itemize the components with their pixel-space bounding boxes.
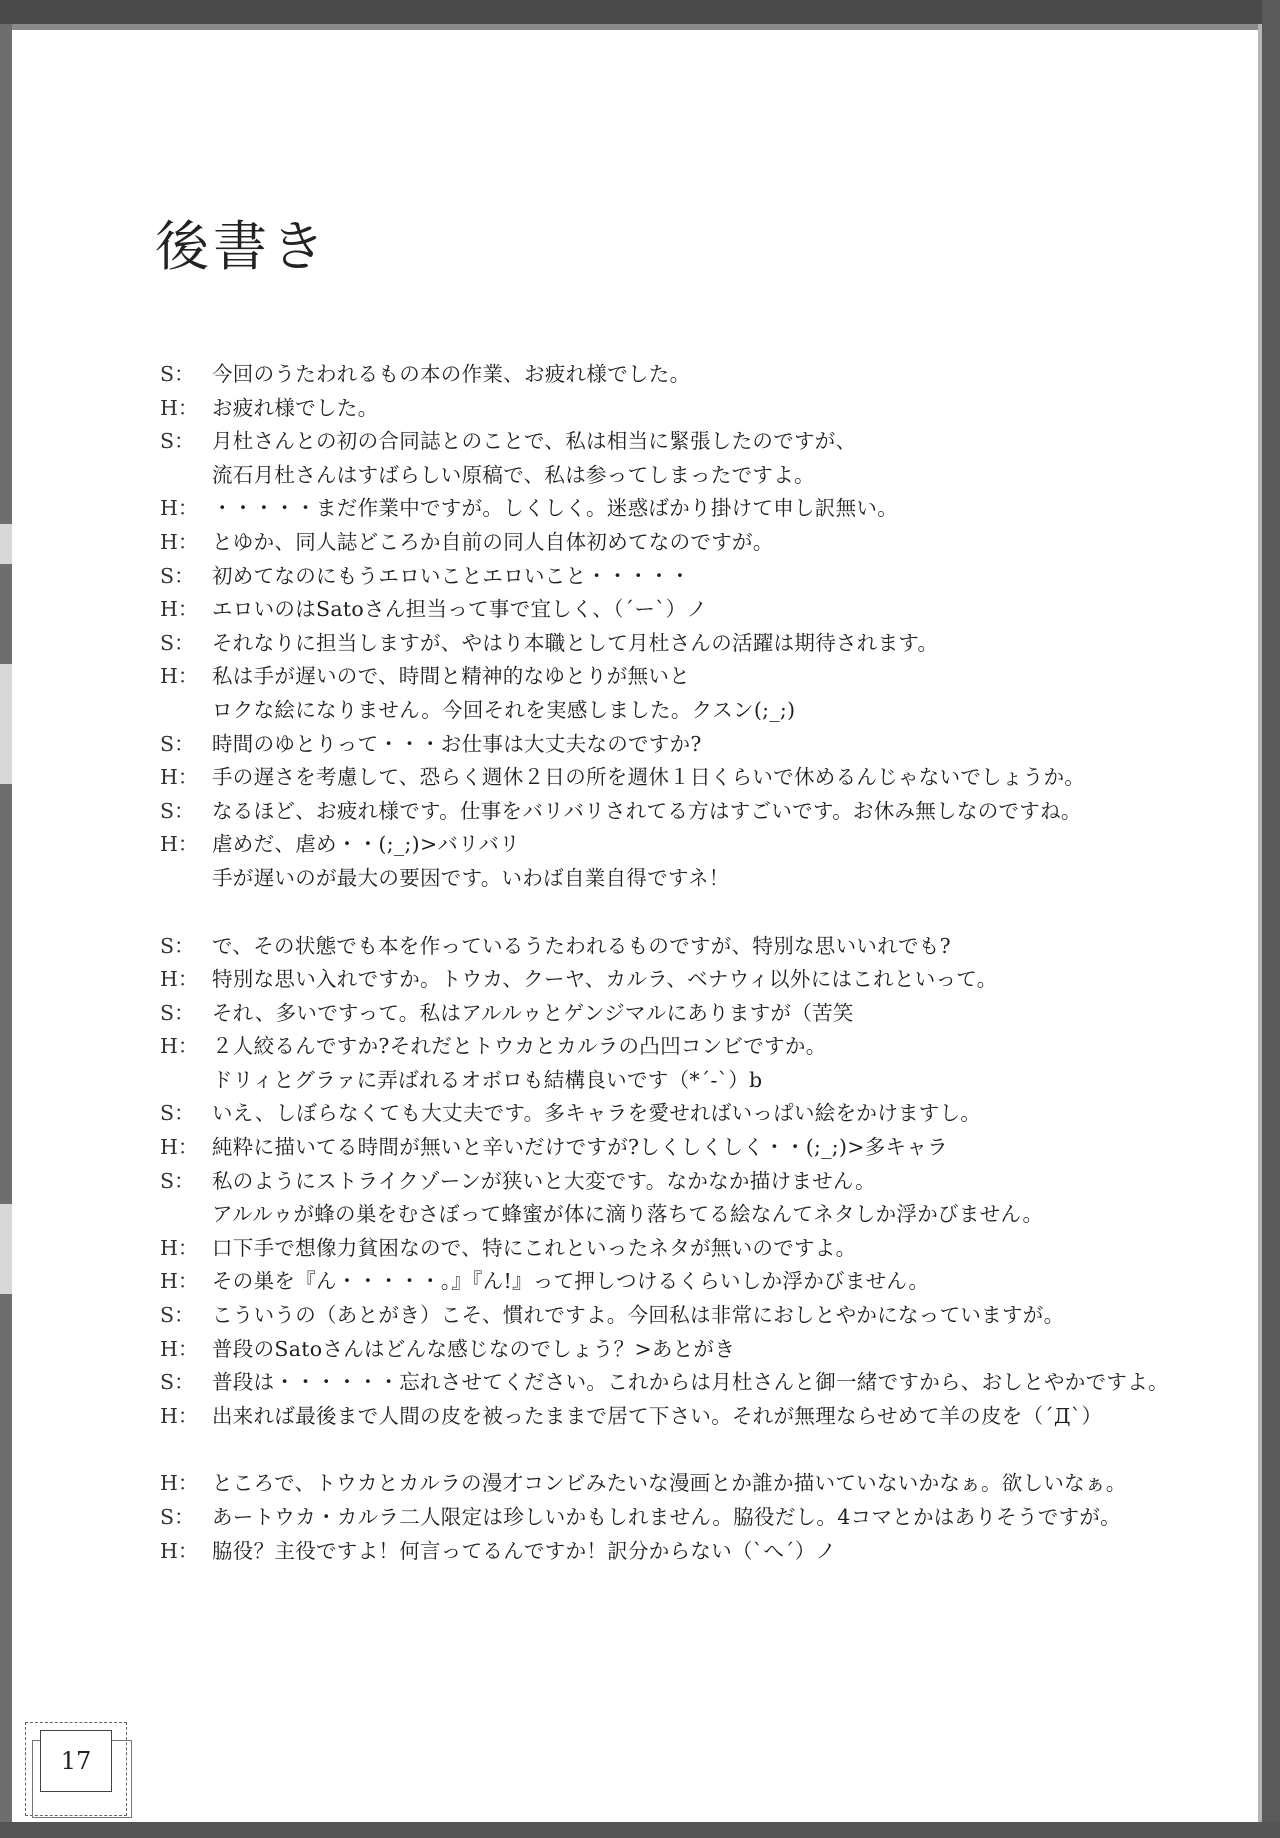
- dialogue-text: 普段のSatoさんはどんな感じなのでしょう？>あとがき: [212, 1336, 736, 1361]
- speaker-label: S：: [160, 1000, 195, 1025]
- left-edge-highlight: [0, 524, 12, 564]
- dialogue-text: 脇役？主役ですよ！何言ってるんですか！訳分からない（`へ´）ノ: [212, 1538, 837, 1563]
- dialogue-line: [160, 593, 1250, 627]
- speaker-label: S：: [160, 1101, 195, 1126]
- speaker-label: S：: [160, 933, 195, 958]
- dialogue-text: 手が遅いのが最大の要因です。いわば自業自得ですネ！: [212, 865, 730, 890]
- dialogue-text: その巣を『ん・・・・・。』『ん!』って押しつけるくらいしか浮かびません。: [212, 1269, 930, 1294]
- dialogue-text: ２人絞るんですか?それだとトウカとカルラの凸凹コンビですか。: [212, 1034, 827, 1059]
- dialogue-text: 流石月杜さんはすばらしい原稿で、私は参ってしまったですよ。: [212, 462, 815, 487]
- speaker-label: H：: [160, 597, 199, 622]
- dialogue-line: [160, 1299, 1250, 1333]
- page-number: 17: [40, 1730, 112, 1792]
- dialogue-text: 手の遅さを考慮して、恐らく週休２日の所を週休１日くらいで休めるんじゃないでしょうか。: [212, 765, 1086, 790]
- speaker-label: H：: [160, 1336, 199, 1361]
- dialogue-text: こういうの（あとがき）こそ、慣れですよ。今回私は非常におしとやかになっていますが。: [212, 1303, 1065, 1328]
- dialogue-text: ロクな絵になりません。今回それを実感しました。クスン(;_;): [212, 697, 796, 722]
- dialogue-text: 純粋に描いてる時間が無いと辛いだけですが?しくしくしく・・(;_;)>多キャラ: [212, 1135, 948, 1160]
- left-edge-highlight: [0, 1204, 12, 1294]
- dialogue-line: [160, 660, 1250, 694]
- dialogue-line: [160, 795, 1250, 829]
- dialogue-line: [160, 694, 1250, 728]
- dialogue-line: [160, 728, 1250, 762]
- top-border: [0, 0, 1280, 24]
- speaker-label: S：: [160, 731, 195, 756]
- dialogue-text: 普段は・・・・・・忘れさせてください。これからは月杜さんと御一緒ですから、おしとやかですよ。: [212, 1370, 1169, 1395]
- speaker-label: H：: [160, 1135, 199, 1160]
- dialogue-line: [160, 761, 1250, 795]
- dialogue-text: なるほど、お疲れ様です。仕事をバリバリされてる方はすごいです。お休み無しなのですね。: [212, 798, 1082, 823]
- speaker-label: S：: [160, 1168, 195, 1193]
- dialogue-line: [160, 1333, 1250, 1367]
- dialogue-line: [160, 1501, 1250, 1535]
- dialogue-line: [160, 1232, 1250, 1266]
- left-edge-highlight: [0, 664, 12, 784]
- dialogue-text: アルルゥが蜂の巣をむさぼって蜂蜜が体に滴り落ちてる絵なんてネタしか浮かびません。: [212, 1202, 1044, 1227]
- dialogue-text: エロいのはSatoさん担当って事で宜しく、（´ー`）ノ: [212, 597, 708, 622]
- dialogue-text: 虐めだ、虐め・・(;_;)>バリバリ: [212, 832, 521, 857]
- speaker-label: H：: [160, 1471, 199, 1496]
- speaker-label: H：: [160, 1269, 199, 1294]
- dialogue-text: 口下手で想像力貧困なので、特にこれといったネタが無いのですよ。: [212, 1235, 857, 1260]
- dialogue-text: お疲れ様でした。: [212, 395, 379, 420]
- speaker-label: S：: [160, 798, 195, 823]
- speaker-label: S：: [160, 362, 195, 386]
- speaker-label: S：: [160, 1303, 195, 1328]
- speaker-label: S：: [160, 429, 195, 454]
- dialogue-line: [160, 1366, 1250, 1400]
- dialogue-line: [160, 425, 1250, 459]
- speaker-label: S：: [160, 630, 195, 655]
- speaker-label: H：: [160, 967, 199, 992]
- paragraph-gap: [160, 1433, 1250, 1467]
- dialogue-text: 特別な思い入れですか。トウカ、クーヤ、カルラ、ベナウィ以外にはこれといって。: [212, 967, 998, 992]
- dialogue-line: [160, 1198, 1250, 1232]
- dialogue-list: [160, 358, 1250, 1568]
- dialogue-line: [160, 492, 1250, 526]
- dialogue-text: 私のようにストライクゾーンが狭いと大変です。なかなか描けません。: [212, 1168, 876, 1193]
- page-title: 後書き: [155, 215, 329, 279]
- dialogue-text: 初めてなのにもうエロいことエロいこと・・・・・: [212, 563, 691, 588]
- bottom-border: [0, 1822, 1280, 1838]
- dialogue-text: 出来れば最後まで人間の皮を被ったままで居て下さい。それが無理ならせめて羊の皮を（´Д`）: [212, 1403, 1103, 1428]
- dialogue-line: [160, 1030, 1250, 1064]
- right-edge-strip: [1262, 0, 1280, 1838]
- speaker-label: H：: [160, 1034, 199, 1059]
- right-edge-inner: [1258, 24, 1262, 1822]
- dialogue-line: [160, 627, 1250, 661]
- dialogue-line: [160, 1467, 1250, 1501]
- dialogue-line: [160, 560, 1250, 594]
- dialogue-text: ところで、トウカとカルラの漫才コンビみたいな漫画とか誰か描いていないかなぁ。欲しいなぁ。: [212, 1471, 1127, 1496]
- speaker-label: S：: [160, 1370, 195, 1395]
- dialogue-line: [160, 1400, 1250, 1434]
- speaker-label: H：: [160, 529, 199, 554]
- speaker-label: H：: [160, 1403, 199, 1428]
- left-edge-strip: [0, 24, 12, 1822]
- dialogue-line: [160, 358, 1250, 392]
- dialogue-line: [160, 997, 1250, 1031]
- dialogue-text: で、その状態でも本を作っているうたわれるものですが、特別な思いいれでも?: [212, 933, 951, 958]
- dialogue-text: それ、多いですって。私はアルルゥとゲンジマルにありますが（苦笑: [212, 1000, 854, 1025]
- dialogue-line: [160, 1165, 1250, 1199]
- dialogue-line: [160, 828, 1250, 862]
- dialogue-text: いえ、しぼらなくても大丈夫です。多キャラを愛せればいっぱい絵をかけますし。: [212, 1101, 982, 1126]
- speaker-label: H：: [160, 1538, 199, 1563]
- speaker-label: S：: [160, 563, 195, 588]
- dialogue-line: [160, 1535, 1250, 1569]
- dialogue-text: とゆか、同人誌どころか自前の同人自体初めてなのですが。: [212, 529, 774, 554]
- speaker-label: H：: [160, 832, 199, 857]
- speaker-label: S：: [160, 1505, 195, 1529]
- dialogue-text: 今回のうたわれるもの本の作業、お疲れ様でした。: [212, 362, 691, 386]
- speaker-label: H：: [160, 496, 199, 521]
- dialogue-line: [160, 1097, 1250, 1131]
- dialogue-line: [160, 1131, 1250, 1165]
- speaker-label: H：: [160, 664, 199, 689]
- dialogue-line: [160, 526, 1250, 560]
- dialogue-line: [160, 1064, 1250, 1098]
- dialogue-line: [160, 392, 1250, 426]
- speaker-label: H：: [160, 395, 199, 420]
- dialogue-text: ・・・・・まだ作業中ですが。しくしく。迷惑ばかり掛けて申し訳無い。: [212, 496, 898, 521]
- dialogue-line: [160, 459, 1250, 493]
- dialogue-text: ドリィとグラァに弄ばれるオボロも結構良いです（*´-`）b: [212, 1067, 763, 1092]
- dialogue-line: [160, 930, 1250, 964]
- dialogue-line: [160, 963, 1250, 997]
- dialogue-text: 私は手が遅いので、時間と精神的なゆとりが無いと: [212, 664, 690, 689]
- dialogue-text: 月杜さんとの初の合同誌とのことで、私は相当に緊張したのですが、: [212, 429, 857, 454]
- dialogue-text: あートウカ・カルラ二人限定は珍しいかもしれません。脇役だし。4コマとかはありそうですが。: [212, 1505, 1121, 1529]
- dialogue-text: 時間のゆとりって・・・お仕事は大丈夫なのですか?: [212, 731, 702, 756]
- dialogue-line: [160, 862, 1250, 896]
- dialogue-line: [160, 1265, 1250, 1299]
- dialogue-text: それなりに担当しますが、やはり本職として月杜さんの活躍は期待されます。: [212, 630, 939, 655]
- speaker-label: H：: [160, 765, 199, 790]
- top-border-inner: [0, 24, 1262, 30]
- paragraph-gap: [160, 896, 1250, 930]
- speaker-label: H：: [160, 1235, 199, 1260]
